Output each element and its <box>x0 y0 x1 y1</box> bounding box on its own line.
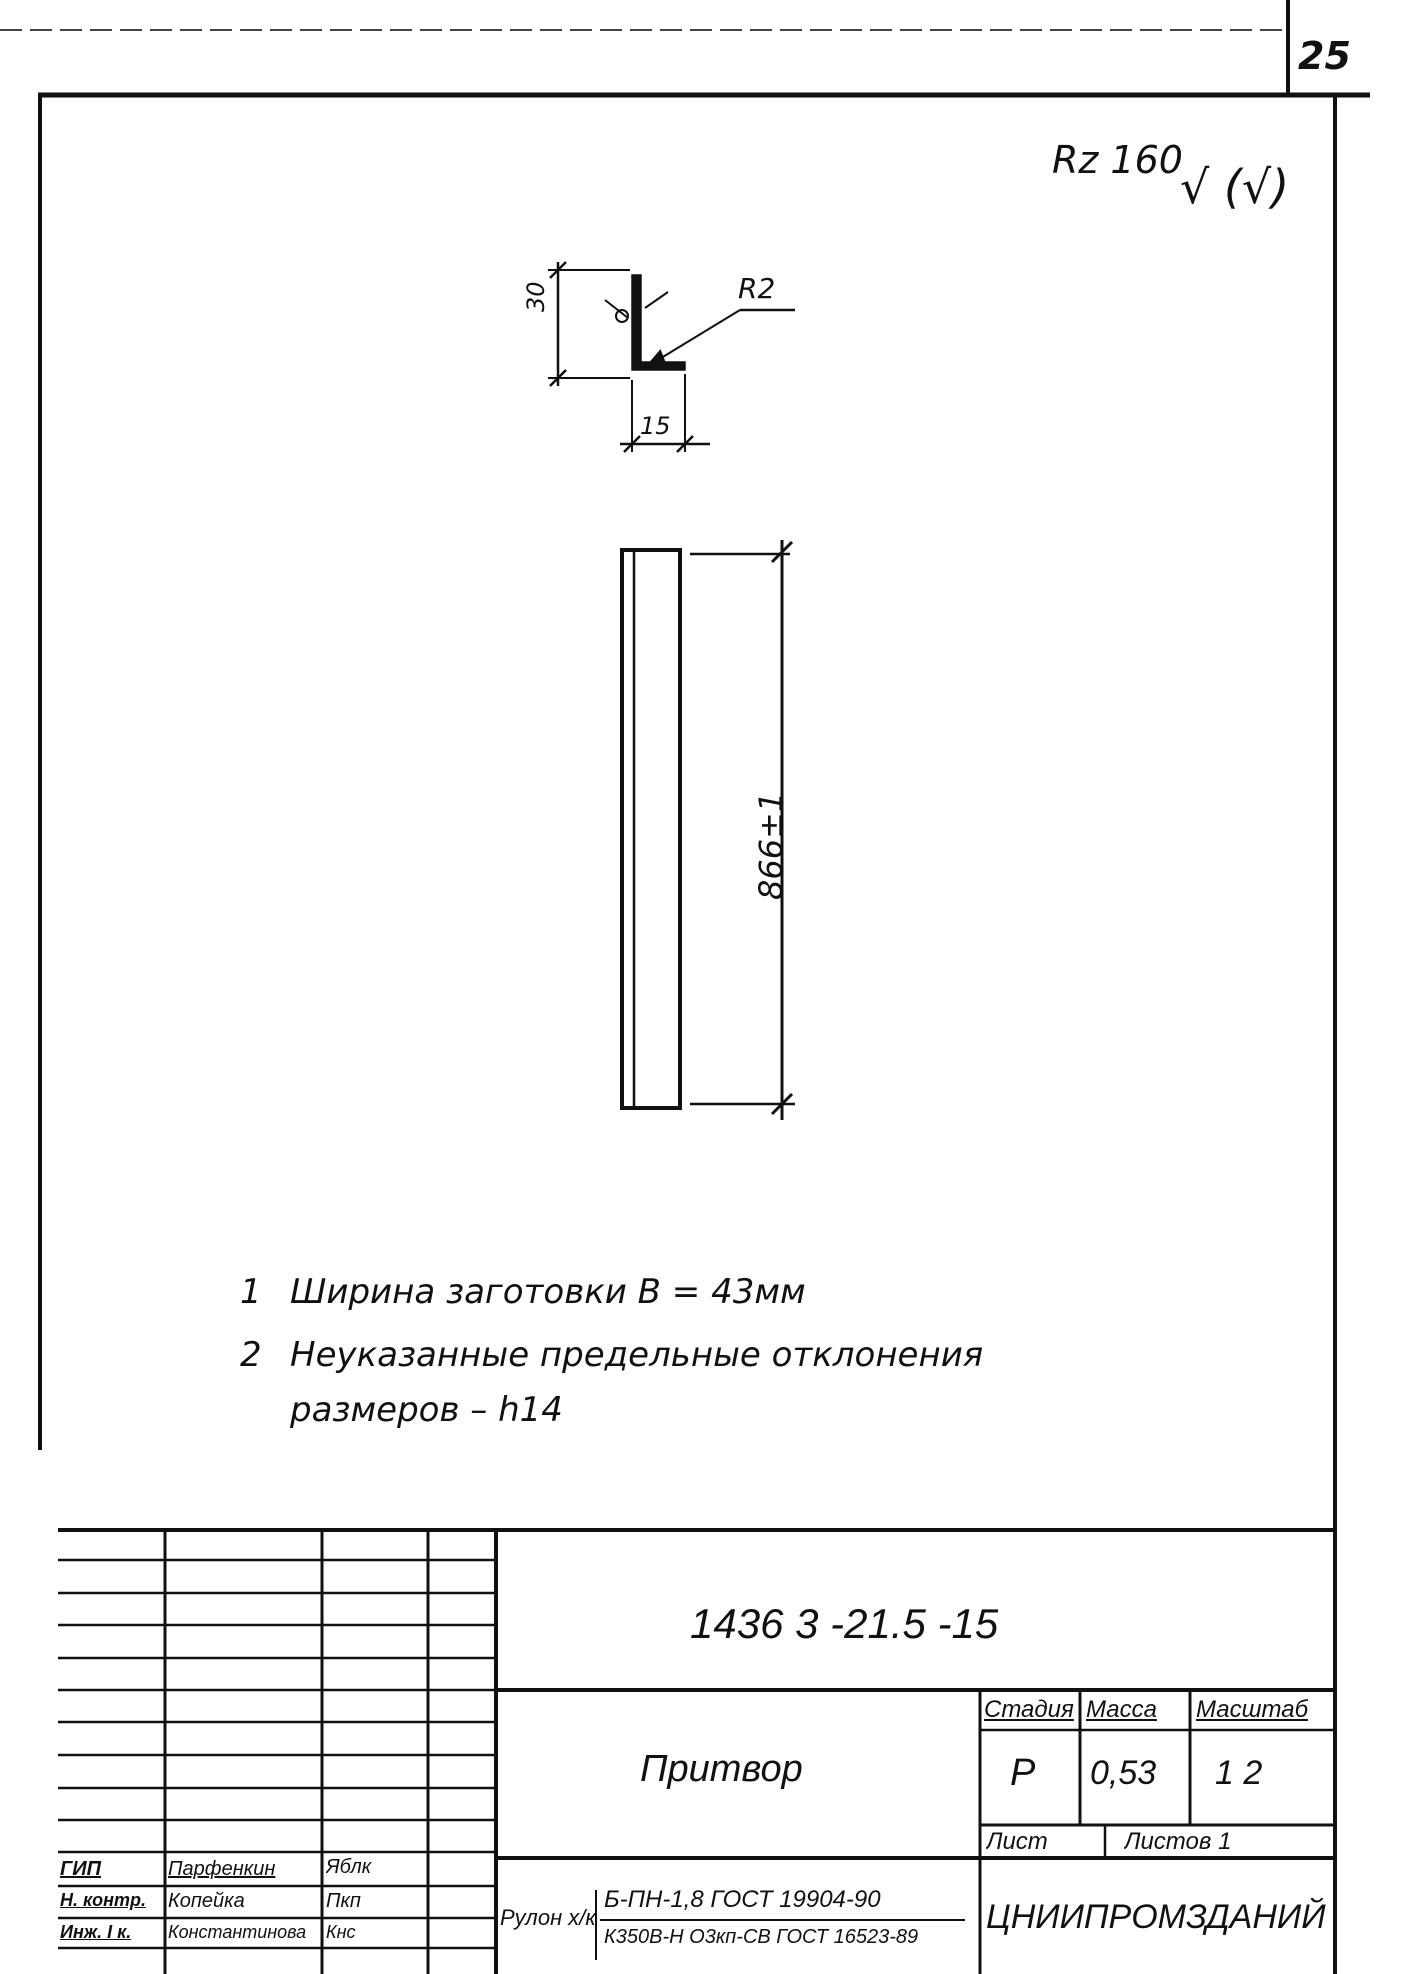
width-label: 15 <box>640 412 671 440</box>
role-n-kontr: Н. контр. <box>60 1890 146 1910</box>
name-gip: Парфенкин <box>168 1858 276 1880</box>
note-2-number: 2 <box>240 1335 262 1375</box>
scale-value: 1 2 <box>1215 1754 1263 1792</box>
stage-value: Р <box>1010 1752 1036 1794</box>
name-inzh: Константинова <box>168 1922 307 1942</box>
roughness-value: Rz 160 <box>1052 138 1183 182</box>
sign-gip: Яблк <box>326 1856 372 1878</box>
note-2-text: Неуказанные предельные отклонения <box>290 1335 984 1375</box>
sign-n-kontr: Пкп <box>326 1890 361 1912</box>
roughness-symbol: √ (√) <box>1180 160 1290 214</box>
sheets-count: Листов 1 <box>1124 1828 1232 1855</box>
organization-name: ЦНИИПРОМЗДАНИЙ <box>986 1898 1326 1936</box>
sheet-number: 25 <box>1298 34 1351 78</box>
role-inzh: Инж. I к. <box>60 1922 132 1942</box>
note-2-continuation: размеров – h14 <box>290 1390 563 1430</box>
material-top: Б-ПН-1,8 ГОСТ 19904-90 <box>604 1886 881 1913</box>
stage-label: Стадия <box>984 1696 1074 1723</box>
mass-value: 0,53 <box>1090 1754 1157 1792</box>
material-label: Рулон х/к <box>500 1905 596 1930</box>
document-designation: 1436 3 -21.5 -15 <box>690 1600 999 1647</box>
mass-label: Масса <box>1086 1696 1157 1723</box>
length-label: 866±1 <box>752 791 790 900</box>
sheet-label: Лист <box>986 1828 1048 1855</box>
name-n-kontr: Копейка <box>168 1890 245 1912</box>
note-1-text: Ширина заготовки B = 43мм <box>290 1272 806 1312</box>
height-label: 30 <box>522 281 550 312</box>
role-gip: ГИП <box>60 1858 102 1880</box>
scale-label: Масштаб <box>1196 1696 1309 1723</box>
material-bottom: К350В-Н О3кп-СВ ГОСТ 16523-89 <box>604 1926 919 1948</box>
sign-inzh: Кнс <box>326 1922 356 1942</box>
radius-label: R2 <box>738 272 776 305</box>
note-1-number: 1 <box>240 1272 262 1312</box>
part-name: Притвор <box>640 1748 803 1790</box>
